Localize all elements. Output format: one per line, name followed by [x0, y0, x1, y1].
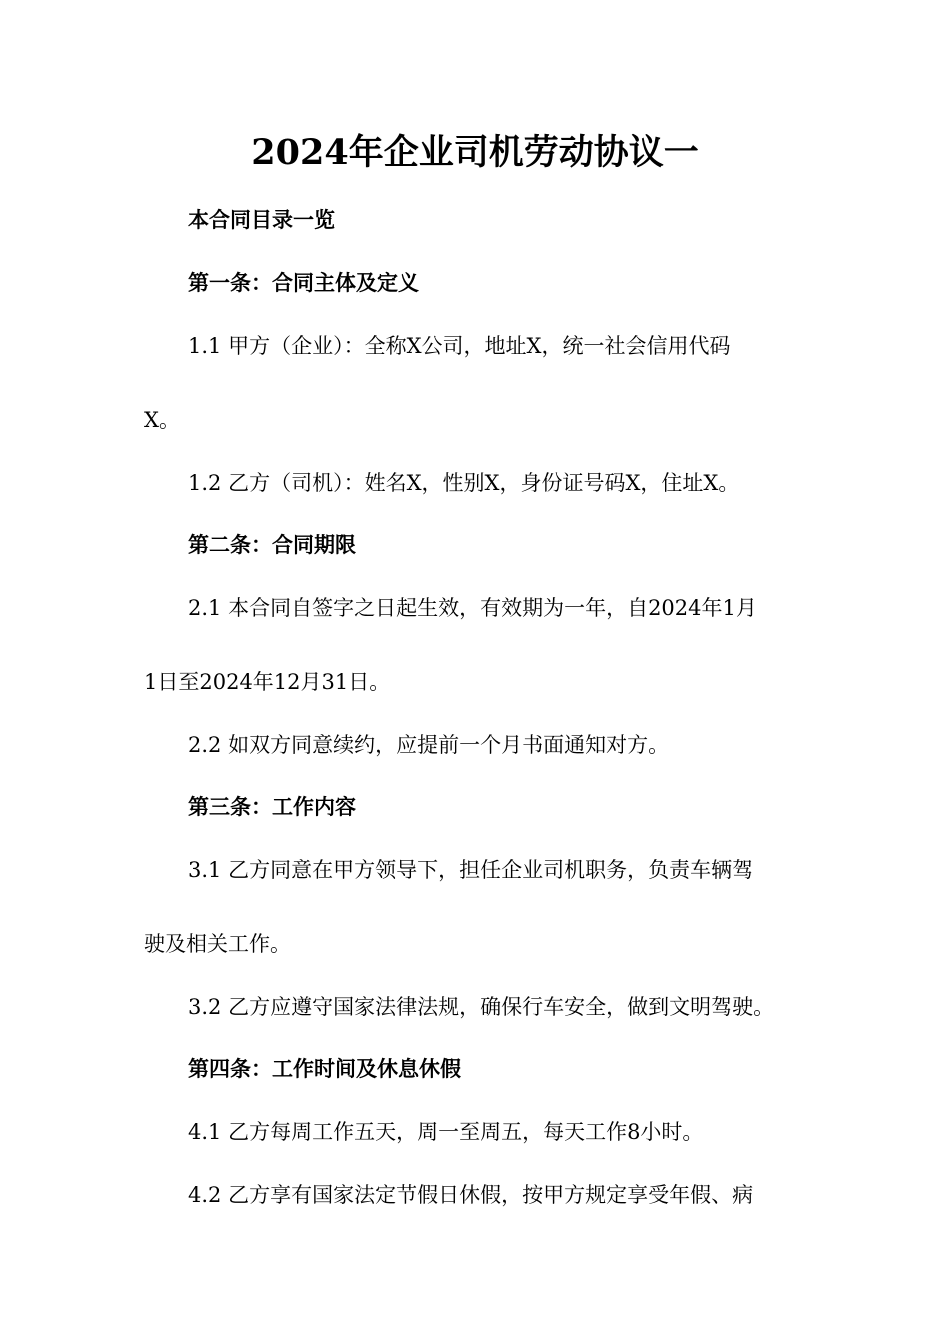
clause-2-2: 2.2 如双方同意续约，应提前一个月书面通知对方。: [188, 733, 670, 757]
toc-heading: 本合同目录一览: [188, 207, 335, 232]
clause-4-2: 4.2 乙方享有国家法定节假日休假，按甲方规定享受年假、病: [188, 1183, 754, 1207]
clause-1-1: 1.1 甲方（企业）：全称X公司，地址X，统一社会信用代码: [188, 334, 731, 358]
article-2-heading: 第二条：合同期限: [188, 532, 356, 557]
article-3-heading: 第三条：工作内容: [188, 794, 356, 819]
document-title: 2024年企业司机劳动协议一: [251, 132, 699, 173]
clause-1-2: 1.2 乙方（司机）：姓名X，性别X，身份证号码X，住址X。: [188, 471, 740, 495]
article-4-heading: 第四条：工作时间及休息休假: [188, 1056, 461, 1081]
article-1-heading: 第一条：合同主体及定义: [188, 270, 419, 295]
clause-3-2: 3.2 乙方应遵守国家法律法规，确保行车安全，做到文明驾驶。: [188, 995, 775, 1019]
clause-1-1-continued: X。: [144, 408, 180, 432]
clause-2-1: 2.1 本合同自签字之日起生效，有效期为一年，自2024年1月: [188, 596, 757, 620]
clause-3-1-continued: 驶及相关工作。: [144, 932, 291, 956]
clause-3-1: 3.1 乙方同意在甲方领导下，担任企业司机职务，负责车辆驾: [188, 858, 754, 882]
clause-2-1-continued: 1日至2024年12月31日。: [144, 670, 391, 694]
clause-4-1: 4.1 乙方每周工作五天，周一至周五，每天工作8小时。: [188, 1120, 704, 1144]
